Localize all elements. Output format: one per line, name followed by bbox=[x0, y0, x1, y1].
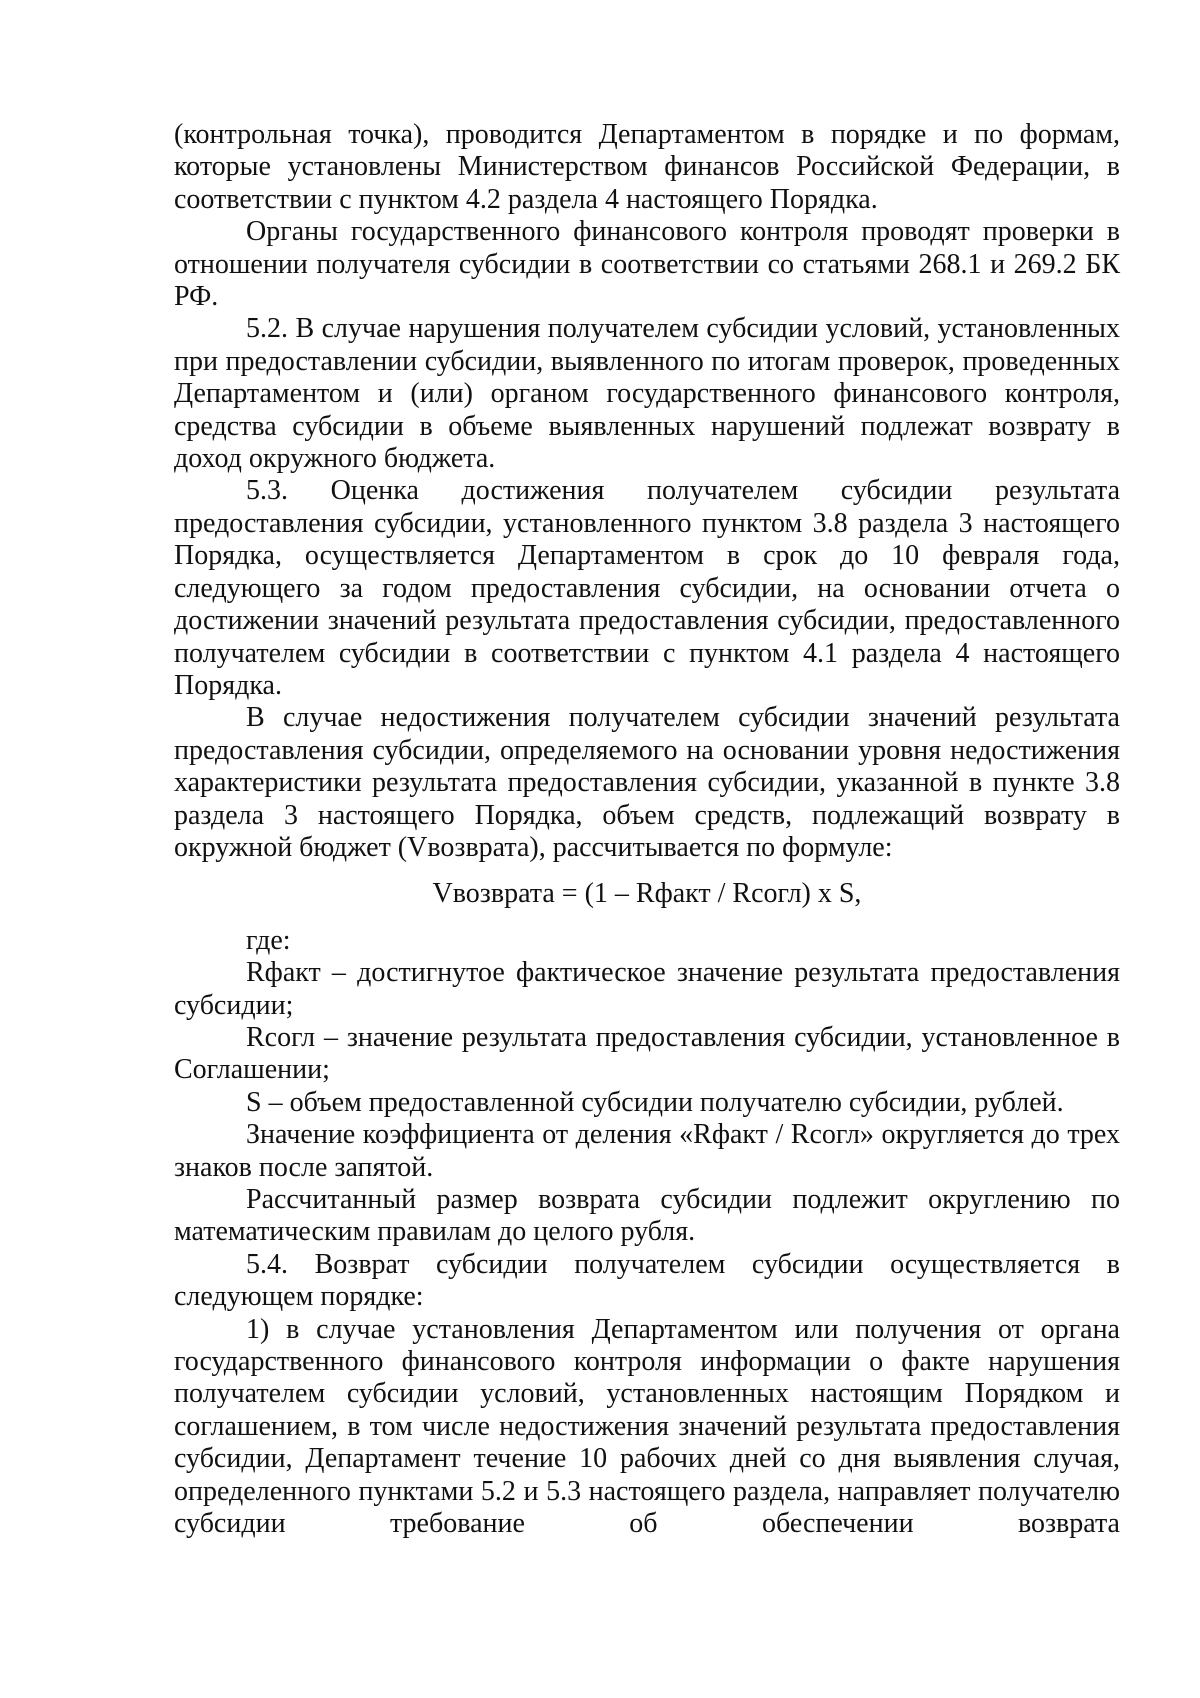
paragraph-5-4: 5.4. Возврат субсидии получателем субсидии осуществляется в следующем порядке: bbox=[174, 1248, 1120, 1313]
refund-formula: Vвозврата = (1 – Rфакт / Rсогл) x S, bbox=[432, 878, 862, 910]
paragraph-5-3: 5.3. Оценка достижения получателем субсидии результата предоставления субсидии, установленного пунктом 3.8 раздела 3 настоящего Порядка, осуществляется Департаментом в срок до 10 февраля года, следующего за годом предоставления субсидии, на основании отчета о достижении значений результата предоставления субсидии, предоставленного получателем субсидии в соответствии с пунктом 4.1 раздела 4 настоящего Порядка. bbox=[174, 475, 1120, 701]
paragraph-refund-rounding: Рассчитанный размер возврата субсидии подлежит округлению по математическим правилам до целого рубля. bbox=[174, 1184, 1120, 1248]
paragraph-coefficient-rounding: Значение коэффициента от деления «Rфакт / Rсогл» округляется до трех знаков после запятой. bbox=[174, 1119, 1120, 1183]
paragraph-control-point: (контрольная точка), проводится Департаментом в порядке и по формам, которые установлены Министерством финансов Российской Федерации, в соответствии с пунктом 4.2 раздела 4 настоящего Порядка. bbox=[174, 119, 1120, 215]
paragraph-non-achievement: В случае недостижения получателем субсидии значений результата предоставления субсидии, определяемого на основании уровня недостижения характеристики результата предоставления субсидии, указанной в пункте 3.8 раздела 3 настоящего Порядка, объем средств, подлежащий возврату в окружной бюджет (Vвозврата), рассчитывается по формуле: bbox=[174, 702, 1120, 863]
paragraph-where: где: bbox=[246, 924, 291, 956]
paragraph-5-2: 5.2. В случае нарушения получателем субсидии условий, установленных при предоставлении субсидии, выявленного по итогам проверок, проведенных Департаментом и (или) органом государственного финансового контроля, средства субсидии в объеме выявленных нарушений подлежат возврату в доход окружного бюджета. bbox=[174, 313, 1120, 475]
document-page bbox=[174, 119, 1120, 1540]
paragraph-financial-control-bodies: Органы государственного финансового контроля проводят проверки в отношении получателя субсидии в соответствии со статьями 268.1 и 269.2 БК РФ. bbox=[174, 216, 1120, 313]
paragraph-5-4-item-1: 1) в случае установления Департаментом или получения от органа государственного финансового контроля информации о факте нарушения получателем субсидии условий, установленных настоящим Порядком и соглашением, в том числе недостижения значений результата предоставления субсидии, Департамент течение 10 рабочих дней со дня выявления случая, определенного пунктами 5.2 и 5.3 настоящего раздела, направляет получателю субсидии требование об обеспечении возврата bbox=[174, 1313, 1120, 1540]
definition-s: S – объем предоставленной субсидии получателю субсидии, рублей. bbox=[246, 1086, 1064, 1118]
definition-r-fact: Rфакт – достигнутое фактическое значение результата предоставления субсидии; bbox=[174, 957, 1120, 1021]
definition-r-sogl: Rсогл – значение результата предоставления субсидии, установленное в Соглашении; bbox=[174, 1021, 1120, 1086]
